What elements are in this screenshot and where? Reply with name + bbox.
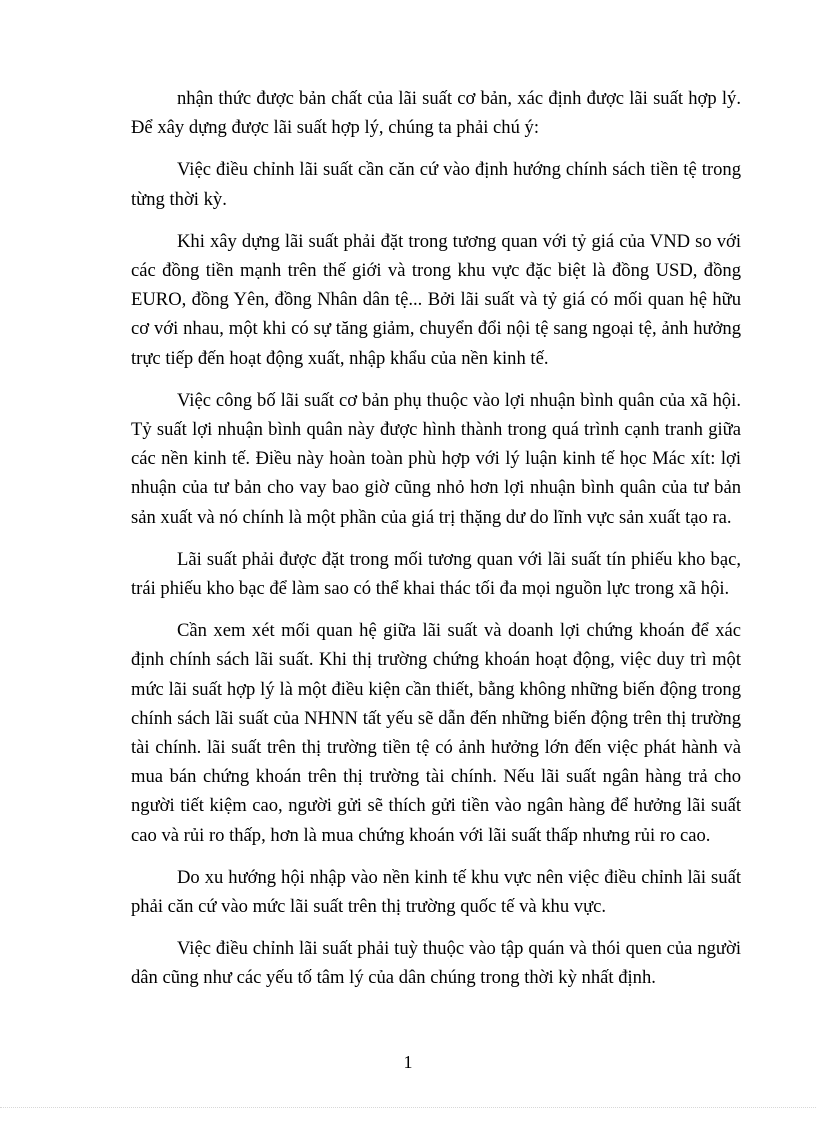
page-number: 1 — [403, 1052, 413, 1072]
body-text — [131, 84, 741, 1006]
paragraph-5: Lãi suất phải được đặt trong mối tương quan với lãi suất tín phiếu kho bạc, trái phiếu kho bạc để làm sao có thể khai thác tối đa mọi nguồn lực trong xã hội. — [131, 548, 741, 600]
page-bottom-divider — [0, 1107, 816, 1108]
paragraph-8: Việc điều chỉnh lãi suất phải tuỳ thuộc vào tập quán và thói quen của người dân cũng như các yếu tố tâm lý của dân chúng trong thời kỳ nhất định. — [131, 938, 741, 989]
paragraph-3: Khi xây dựng lãi suất phải đặt trong tương quan với tỷ giá của VND so với các đồng tiền mạnh trên thế giới và trong khu vực đặc biệt là đồng USD, đồng EURO, đồng Yên, đồng Nhân dân tệ... Bởi lãi suất và tỷ giá có mối quan hệ hữu cơ với nhau, một khi có sự tăng giảm, chuyển đổi nội tệ sang ngoại tệ, ảnh hưởng trực tiếp đến hoạt động xuất, nhập khẩu của nền kinh tế. — [131, 230, 741, 369]
paragraph-1: nhận thức được bản chất của lãi suất cơ bản, xác định được lãi suất hợp lý. Để xây dựng được lãi suất hợp lý, chúng ta phải chú ý: — [131, 88, 741, 139]
paragraph-2: Việc điều chỉnh lãi suất cần căn cứ vào định hướng chính sách tiền tệ trong từng thời kỳ. — [131, 159, 741, 210]
paragraph-7: Do xu hướng hội nhập vào nền kinh tế khu vực nên việc điều chỉnh lãi suất phải căn cứ vào mức lãi suất trên thị trường quốc tế và khu vực. — [131, 866, 741, 918]
paragraph-6: Cần xem xét mối quan hệ giữa lãi suất và doanh lợi chứng khoán để xác định chính sách lãi suất. Khi thị trường chứng khoán hoạt động, việc duy trì một mức lãi suất hợp lý là một điều kiện cần thiết, bằng không những biến động trong chính sách lãi suất của NHNN tất yếu sẽ dẫn đến những biến động trên thị trường tài chính. lãi suất trên thị trường tiền tệ có ảnh hưởng lớn đến việc phát hành và mua bán chứng khoán trên thị trường tài chính. Nếu lãi suất ngân hàng trả cho người tiết kiệm cao, người gửi sẽ thích gửi tiền vào ngân hàng để hưởng lãi suất cao và rủi ro thấp, hơn là mua chứng khoán với lãi suất thấp nhưng rủi ro cao. — [131, 620, 741, 846]
paragraph-4: Việc công bố lãi suất cơ bản phụ thuộc vào lợi nhuận bình quân của xã hội. Tỷ suất lợi nhuận bình quân này được hình thành trong quá trình cạnh tranh giữa các nền kinh tế. Điều này hoàn toàn phù hợp với lý luận kinh tế học Mác xít: lợi nhuận của tư bản cho vay bao giờ cũng nhỏ hơn lợi nhuận bình quân của tư bản sản xuất và nó chính là một phần của giá trị thặng dư do lĩnh vực sản xuất tạo ra. — [131, 389, 741, 528]
